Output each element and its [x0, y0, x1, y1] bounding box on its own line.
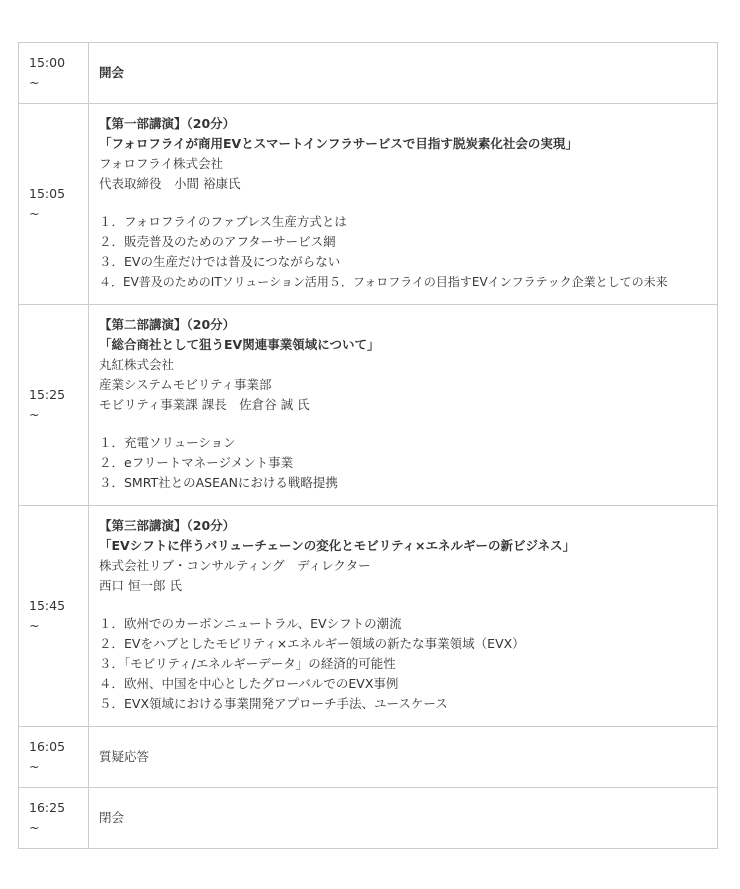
agenda-item: ５．EVX領域における事業開発アプローチ手法、ユースケース — [99, 696, 448, 711]
table-row — [19, 506, 718, 727]
time-cell — [19, 305, 89, 506]
agenda-item: ４．欧州、中国を中心としたグローバルでのEVX事例 — [99, 676, 399, 691]
speaker-org: フォロフライ株式会社 — [99, 156, 224, 171]
speaker-name: モビリティ事業課 課長 佐倉谷 誠 氏 — [99, 397, 310, 412]
speaker-name: 西口 恒一郎 氏 — [99, 578, 182, 593]
session-label: 【第二部講演】（20分） — [99, 317, 236, 332]
time-tilde: ~ — [29, 407, 40, 422]
agenda-item: ２．eフリートマネージメント事業 — [99, 455, 294, 470]
time-tilde: ~ — [29, 820, 40, 835]
time-cell — [19, 104, 89, 305]
agenda-item: ３．EVの生産だけでは普及につながらない — [99, 254, 341, 269]
table-row — [19, 43, 718, 104]
content-cell — [89, 506, 718, 727]
row-title: 開会 — [99, 65, 125, 80]
time-start: 15:00 — [29, 55, 66, 70]
time-start: 16:05 — [29, 739, 66, 754]
speaker-dept: 産業システムモビリティ事業部 — [99, 377, 272, 392]
content-cell — [89, 104, 718, 305]
time-cell — [19, 727, 89, 788]
agenda-item: ２．EVをハブとしたモビリティ×エネルギー領域の新たな事業領域（EVX） — [99, 636, 525, 651]
speaker-org: 株式会社リブ・コンサルティング ディレクター — [99, 558, 371, 573]
time-start: 16:25 — [29, 800, 66, 815]
schedule-table — [18, 42, 718, 849]
content-cell — [89, 788, 718, 849]
speaker-name: 代表取締役 小間 裕康氏 — [99, 176, 241, 191]
time-start: 15:25 — [29, 387, 66, 402]
agenda-item: ４．EV普及のためのITソリューション活用５．フォロフライの目指すEVインフラテック企業としての未来 — [99, 275, 668, 289]
time-cell — [19, 788, 89, 849]
speaker-org: 丸紅株式会社 — [99, 357, 175, 372]
row-title: 閉会 — [99, 810, 125, 825]
session-label: 【第一部講演】（20分） — [99, 116, 236, 131]
schedule-container — [18, 42, 718, 849]
spacer — [99, 194, 717, 212]
time-start: 15:45 — [29, 598, 66, 613]
agenda-item: ３．「モビリティ/エネルギーデータ」の経済的可能性 — [99, 656, 396, 671]
content-cell — [89, 305, 718, 506]
talk-title: 「フォロフライが商用EVとスマートインフラサービスで目指す脱炭素化社会の実現」 — [99, 136, 578, 151]
table-row — [19, 305, 718, 506]
session-label: 【第三部講演】（20分） — [99, 518, 236, 533]
content-cell — [89, 727, 718, 788]
content-cell — [89, 43, 718, 104]
table-row — [19, 788, 718, 849]
table-row — [19, 727, 718, 788]
time-tilde: ~ — [29, 618, 40, 633]
time-cell — [19, 506, 89, 727]
agenda-item: ２．販売普及のためのアフターサービス網 — [99, 234, 336, 249]
spacer — [99, 596, 717, 614]
agenda-item: １．欧州でのカーボンニュートラル、EVシフトの潮流 — [99, 616, 402, 631]
time-tilde: ~ — [29, 759, 40, 774]
talk-title: 「総合商社として狙うEV関連事業領域について」 — [99, 337, 380, 352]
time-start: 15:05 — [29, 186, 66, 201]
spacer — [99, 415, 717, 433]
row-title: 質疑応答 — [99, 749, 150, 764]
time-tilde: ~ — [29, 75, 40, 90]
time-cell — [19, 43, 89, 104]
talk-title: 「EVシフトに伴うバリューチェーンの変化とモビリティ×エネルギーの新ビジネス」 — [99, 538, 576, 553]
agenda-item: １．フォロフライのファブレス生産方式とは — [99, 214, 347, 229]
agenda-item: ３．SMRT社とのASEANにおける戦略提携 — [99, 475, 338, 490]
table-row — [19, 104, 718, 305]
agenda-item: １．充電ソリューション — [99, 435, 236, 450]
time-tilde: ~ — [29, 206, 40, 221]
